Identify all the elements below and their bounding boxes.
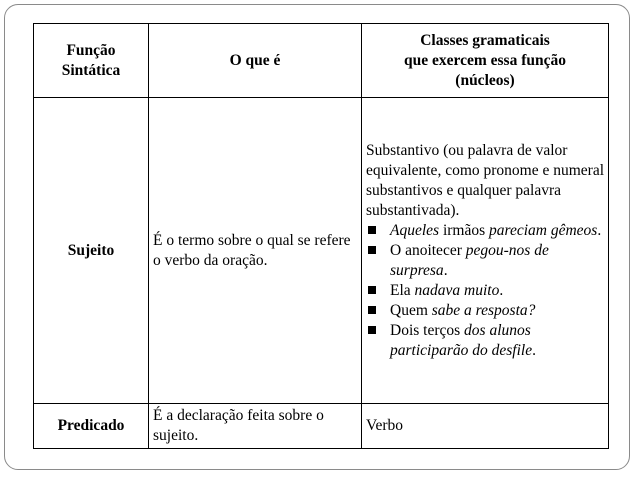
header-definition: O que é [149, 24, 362, 98]
examples-list [366, 221, 604, 361]
table-header-row [34, 24, 609, 98]
table-row [34, 404, 609, 449]
example-text: . [499, 281, 504, 299]
square-bullet-icon [368, 286, 376, 294]
row-classes-sujeito [362, 98, 609, 404]
square-bullet-icon [368, 326, 376, 334]
example-text: pegou-nos de surpresa [390, 241, 549, 279]
row-classes-predicado: Verbo [362, 404, 609, 449]
example-text: . [443, 261, 448, 279]
example-text: . [532, 341, 536, 359]
example-text: irmãos [439, 221, 490, 239]
example-item [366, 221, 604, 241]
header-classes-line2: que exercem essa função [403, 51, 566, 69]
header-function: Função Sintática [34, 24, 149, 98]
example-text: Ela [390, 281, 415, 299]
square-bullet-icon [368, 246, 376, 254]
square-bullet-icon [368, 306, 376, 314]
row-function-predicado: Predicado [34, 404, 149, 449]
header-classes [362, 24, 609, 98]
row-function-sujeito: Sujeito [34, 98, 149, 404]
row-definition-predicado: É a declaração feita sobre o sujeito. [149, 404, 362, 449]
example-text: Dois terços [390, 321, 465, 339]
example-item [366, 321, 604, 361]
example-text: . [597, 221, 602, 239]
row-definition-sujeito: É o termo sobre o qual se refere o verbo da oração. [149, 98, 362, 404]
example-text: pareciam gêmeos [489, 221, 598, 239]
square-bullet-icon [368, 226, 376, 234]
header-classes-line1: Classes gramaticais [420, 31, 550, 49]
example-item [366, 301, 604, 321]
classes-intro: Substantivo (ou palavra de valor equivalente, como pronome e numeral substantivos e qualquer palavra substantivada). [366, 141, 605, 219]
header-classes-line3: (núcleos) [455, 71, 515, 89]
example-text: dos alunos participarão do desfile [390, 321, 533, 359]
example-text: sabe a resposta? [431, 301, 536, 319]
example-text: nadava muito [414, 281, 500, 299]
example-text: O anoitecer [390, 241, 466, 259]
example-item [366, 241, 604, 281]
syntactic-function-table [33, 23, 609, 449]
table-row [34, 98, 609, 404]
example-item [366, 281, 604, 301]
example-text: Quem [390, 301, 432, 319]
example-text: Aqueles [390, 221, 440, 239]
